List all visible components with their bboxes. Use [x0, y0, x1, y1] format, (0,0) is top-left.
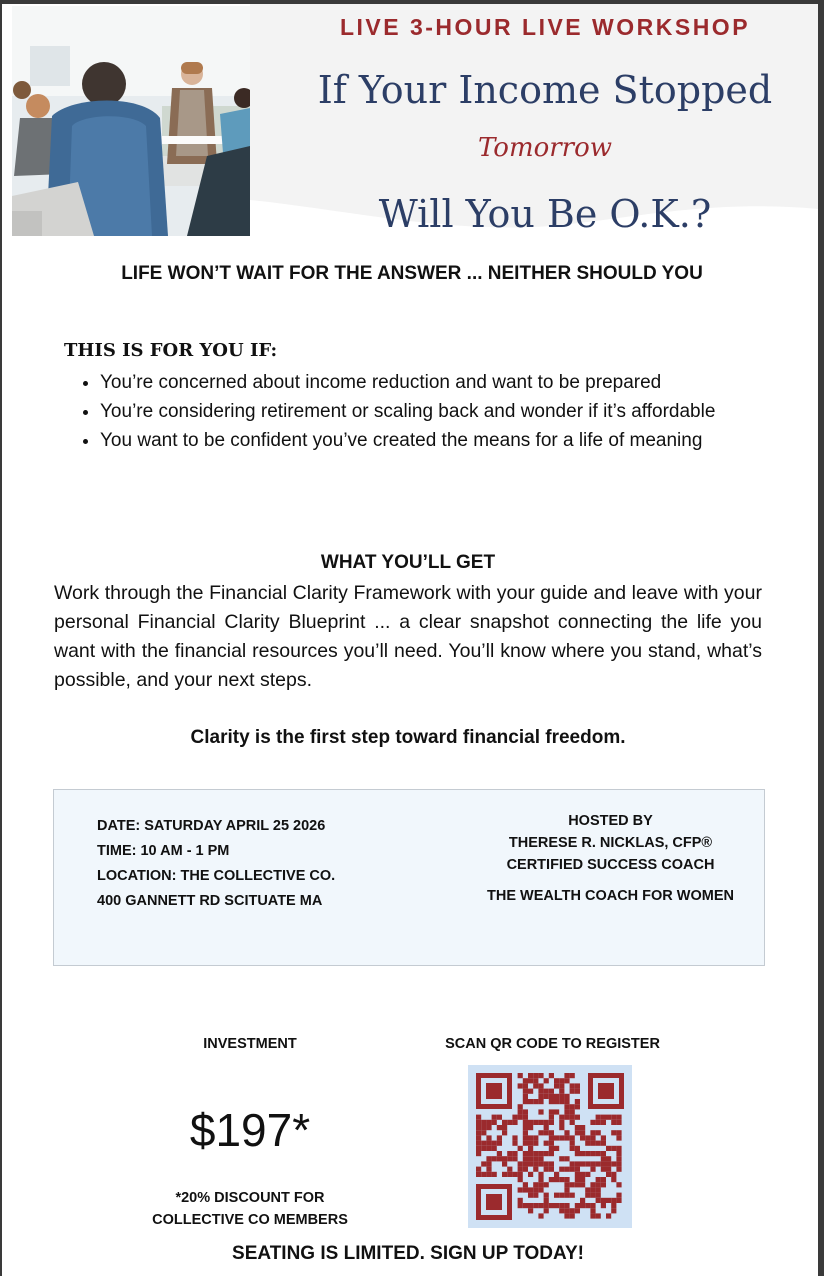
- for-you-list: [54, 368, 780, 455]
- workshop-photo: [12, 6, 250, 236]
- tagline: LIFE WON’T WAIT FOR THE ANSWER ... NEITHER SHOULD YOU: [121, 263, 703, 284]
- investment-label: INVESTMENT: [203, 1036, 297, 1052]
- event-address: 400 GANNETT RD SCITUATE MA: [97, 893, 323, 909]
- event-logistics: [97, 814, 335, 914]
- what-you-get-title: WHAT YOU’LL GET: [320, 552, 496, 573]
- window-edge-left: [0, 0, 2, 1276]
- event-details-box: [53, 789, 765, 966]
- event-time: TIME: 10 AM - 1 PM: [97, 843, 230, 859]
- for-you-title: THIS IS FOR YOU IF:: [64, 340, 278, 361]
- price: $197*: [189, 1104, 311, 1156]
- window-edge-right: [818, 0, 824, 1276]
- what-you-get-body: Work through the Financial Clarity Framework with your guide and leave with your personal Financial Clarity Blueprint ... a clear snapshot connecting the life you want with the financial resources you’ll need. You’ll know where you stand, what’s possible, and your next steps.: [54, 582, 762, 691]
- host-tagline: THE WEALTH COACH FOR WOMEN: [486, 888, 734, 904]
- discount-note: [120, 1187, 380, 1231]
- registration-qr-code[interactable]: [468, 1065, 632, 1228]
- discount-line-2: COLLECTIVE CO MEMBERS: [152, 1212, 348, 1228]
- host-info: [444, 810, 777, 907]
- seating-cta: SEATING IS LIMITED. SIGN UP TODAY!: [232, 1243, 584, 1264]
- host-title: CERTIFIED SUCCESS COACH: [506, 857, 715, 873]
- headline-line-1: If Your Income Stopped: [317, 68, 773, 112]
- qr-label: SCAN QR CODE TO REGISTER: [445, 1036, 660, 1052]
- for-you-item: • You’re considering retirement or scaling back and wonder if it’s affordable: [100, 397, 780, 426]
- clarity-statement: Clarity is the first step toward financial freedom.: [190, 727, 626, 748]
- event-date: DATE: SATURDAY APRIL 25 2026: [97, 818, 326, 834]
- discount-line-1: *20% DISCOUNT FOR: [175, 1190, 325, 1206]
- headline-script-word: Tomorrow: [477, 133, 613, 163]
- for-you-item: • You want to be confident you’ve created the means for a life of meaning: [100, 426, 780, 455]
- host-name: THERESE R. NICKLAS, CFP®: [508, 835, 713, 851]
- headline-line-3: Will You Be O.K.?: [378, 192, 712, 236]
- event-location: LOCATION: THE COLLECTIVE CO.: [97, 868, 336, 884]
- for-you-item: • You’re concerned about income reduction and want to be prepared: [100, 368, 780, 397]
- qr-code-icon: [468, 1065, 632, 1228]
- hosted-by-label: HOSTED BY: [568, 813, 653, 829]
- workshop-eyebrow: LIVE 3-HOUR LIVE WORKSHOP: [339, 14, 751, 40]
